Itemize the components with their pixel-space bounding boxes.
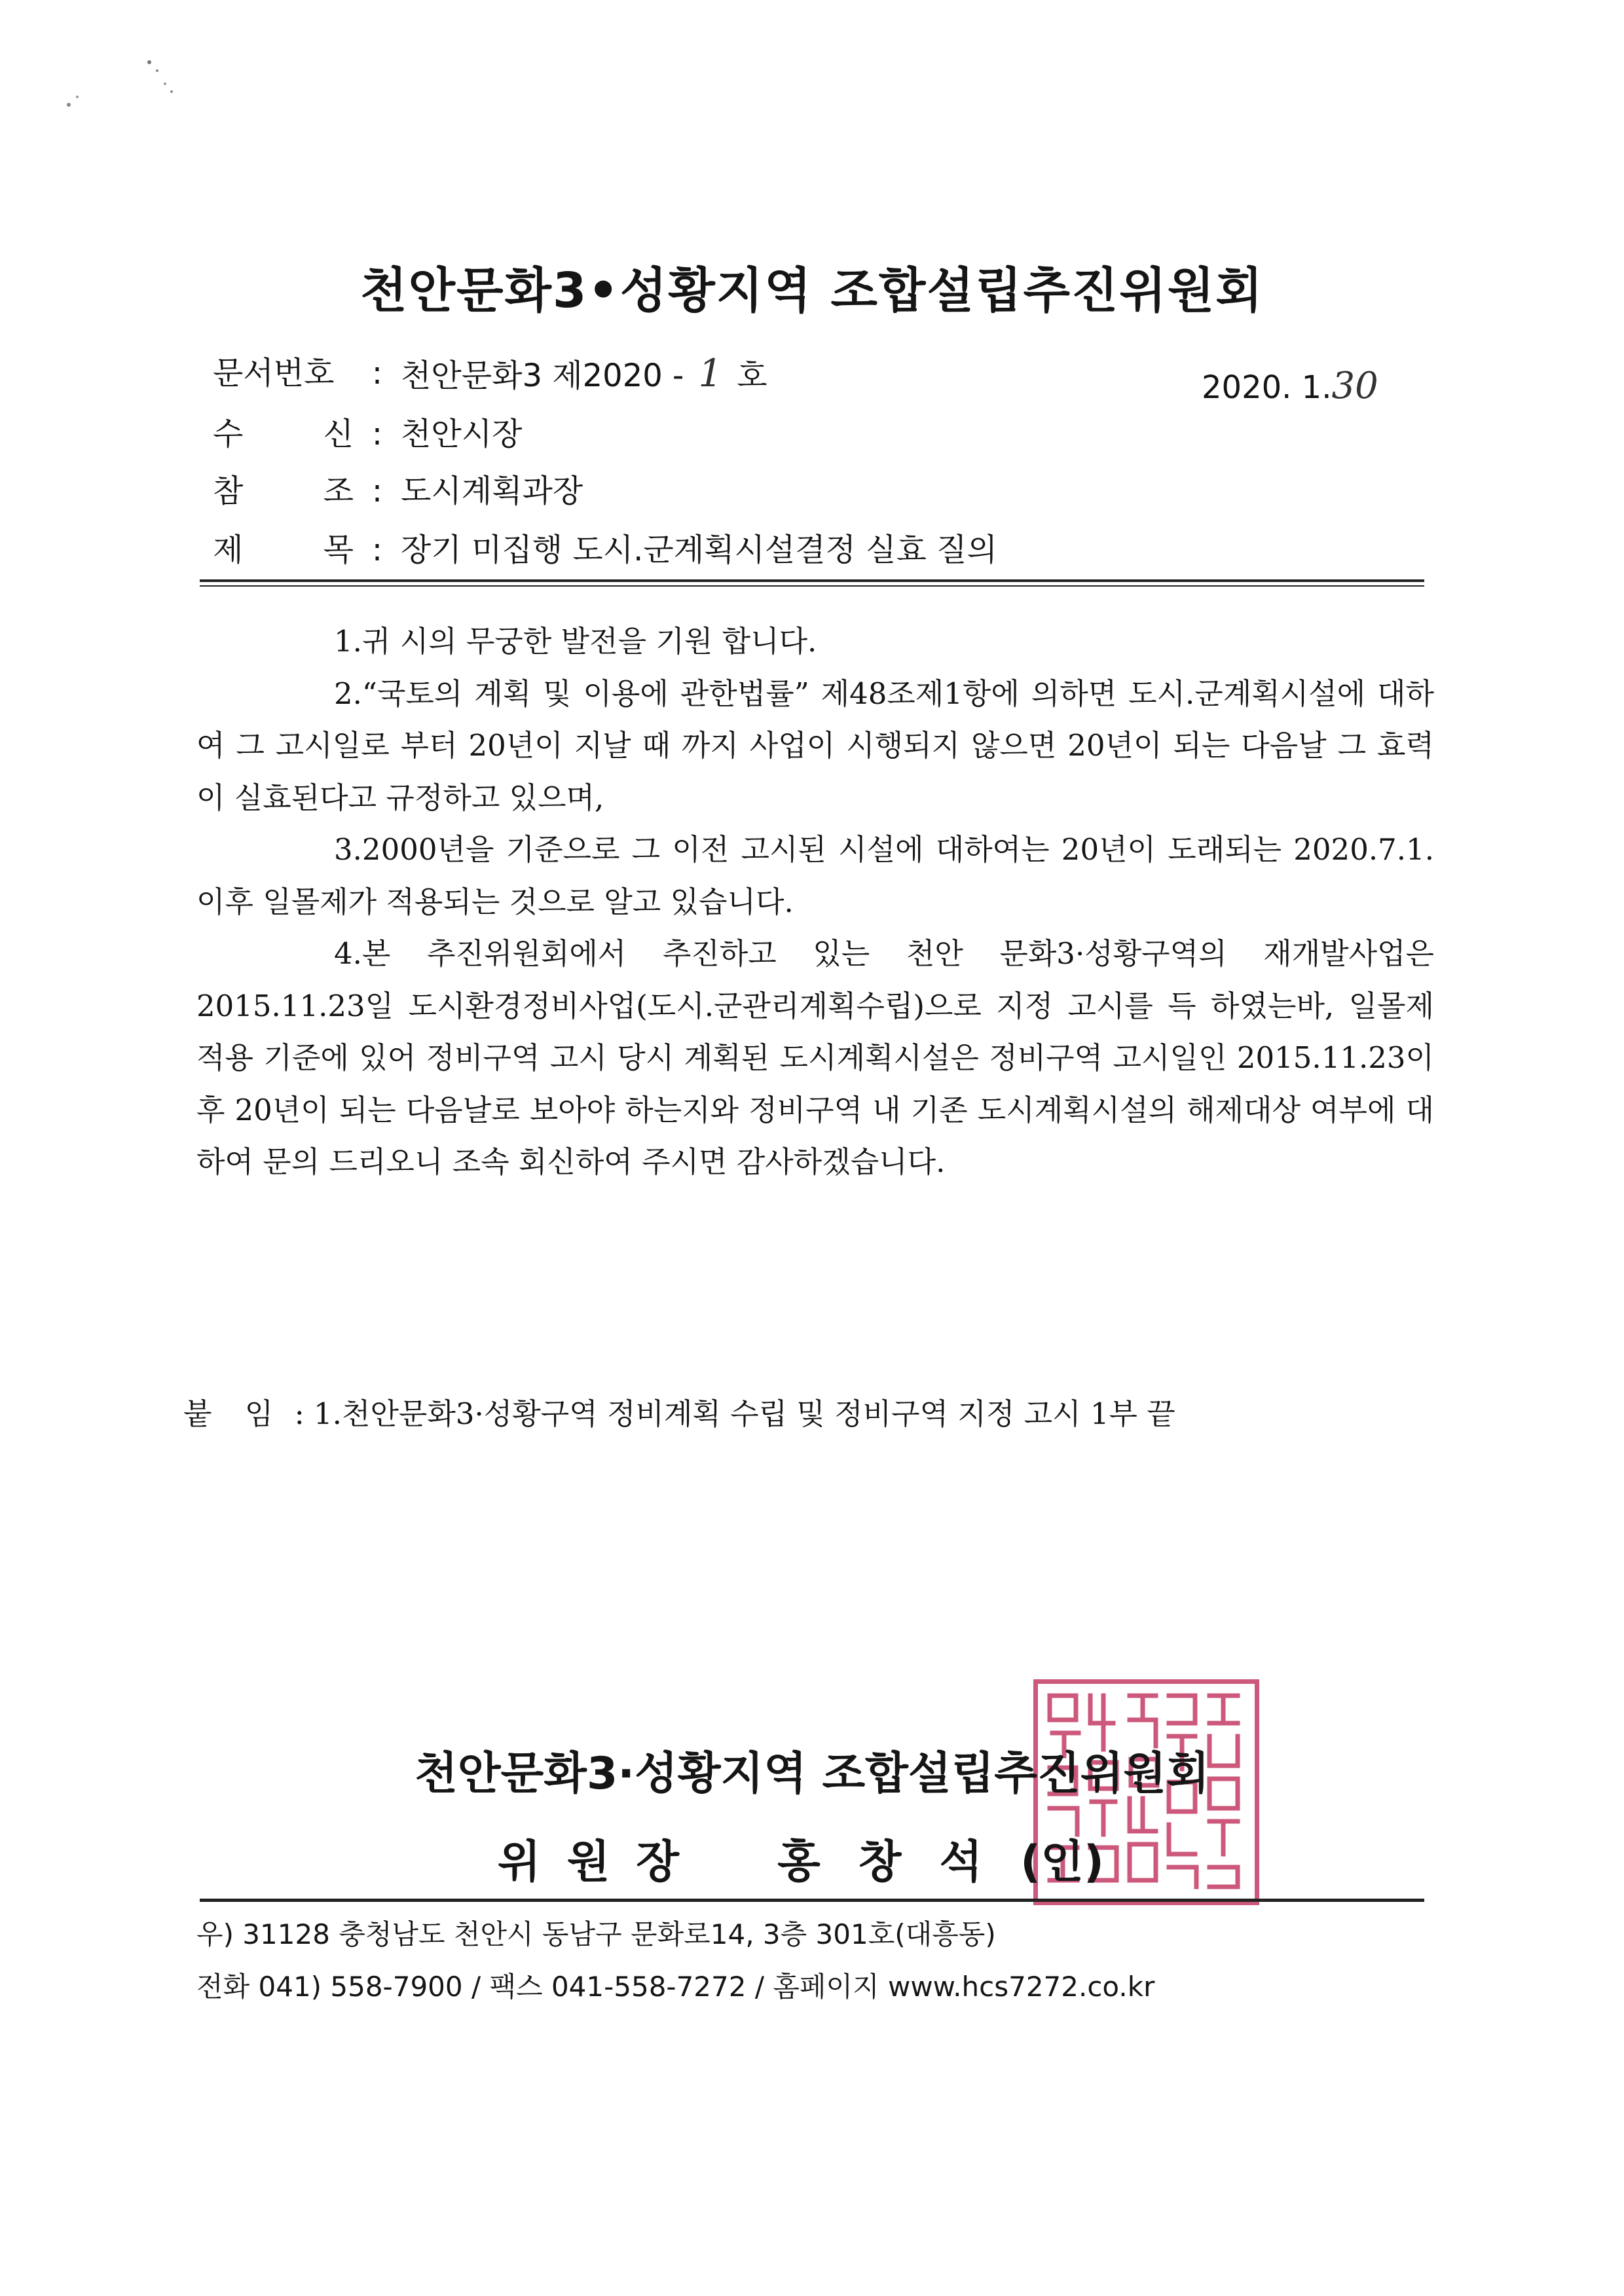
header-reference-row — [213, 468, 583, 514]
doc-number-prefix: 천안문화3 제2020 - — [401, 357, 684, 394]
seal-mark: (인) — [1020, 1836, 1105, 1888]
signature-title: 위원장 — [498, 1836, 706, 1888]
doc-number-value — [401, 350, 767, 399]
document-date — [1202, 363, 1378, 410]
organization-title: 천안문화3•성황지역 조합설립추진위원회 — [360, 263, 1264, 319]
footer-address: 우) 31128 충청남도 천안시 동남구 문화로14, 3층 301호(대흥동) — [196, 1918, 996, 1950]
header-doc-number-row — [213, 350, 767, 396]
body-paragraph-3: 3.2000년을 기준으로 그 이전 고시된 시설에 대하여는 20년이 도래되는 2020.7.1.이후 일몰제가 적용되는 것으로 알고 있습니다. — [196, 832, 1434, 919]
subject-colon: : — [371, 532, 383, 568]
recipient-label: 수 신 — [213, 416, 354, 452]
header-divider-thick — [200, 579, 1424, 582]
date-printed: 2020. 1. — [1202, 369, 1332, 406]
body-paragraph-4: 4.본 추진위원회에서 추진하고 있는 천안 문화3·성황구역의 재개발사업은 2015.11.23일 도시환경정비사업(도시.군관리계획수립)으로 지정 고시를 득 하였는바, 일몰제 적용 기준에 있어 정비구역 고시 당시 계획된 도시계획시설은 정비구역 고시일인 2015.11.23이후 20년이 되는 다음날로 보아야 하는지와 정비구역 내 기존 도시계획시설의 해제대상 여부에 대하여 문의 드리오니 조속 회신하여 주시면 감사하겠습니다. — [196, 936, 1434, 1179]
signature-name-line — [498, 1827, 1104, 1890]
body-paragraph-2: 2.“국토의 계획 및 이용에 관한법률” 제48조제1항에 의하면 도시.군계획시설에 대하여 그 고시일로 부터 20년이 지날 때 까지 사업이 시행되지 않으면 20년이 되는 다음날 그 효력이 실효된다고 규정하고 있으며, — [196, 676, 1434, 815]
recipient-value: 천안시장 — [401, 416, 523, 452]
footer-contact: 전화 041) 558-7900 / 팩스 041-558-7272 / 홈페이지 www.hcs7272.co.kr — [196, 1971, 1155, 2003]
subject-label: 제 목 — [213, 532, 354, 568]
subject-value: 장기 미집행 도시.군계획시설결정 실효 질의 — [401, 532, 997, 568]
attachment-colon: : — [294, 1396, 304, 1431]
doc-number-colon: : — [371, 355, 383, 392]
header-divider-thin — [200, 585, 1424, 587]
letter-body — [196, 615, 1434, 1188]
header-subject-row — [213, 527, 997, 573]
reference-value: 도시계획과장 — [401, 473, 583, 509]
body-paragraph-1: 1.귀 시의 무궁한 발전을 기원 합니다. — [334, 624, 817, 659]
attachment-line — [183, 1391, 1175, 1437]
doc-number-handwritten: 1 — [698, 351, 723, 395]
attachment-text: 1.천안문화3·성황구역 정비계획 수립 및 정비구역 지정 고시 1부 끝 — [314, 1396, 1175, 1431]
doc-number-label: 문서번호 — [213, 355, 335, 392]
recipient-colon: : — [371, 416, 383, 452]
footer-divider — [200, 1899, 1424, 1902]
header-recipient-row — [213, 411, 522, 457]
date-handwritten: 30 — [1331, 365, 1378, 407]
reference-colon: : — [371, 473, 383, 509]
signature-organization: 천안문화3·성황지역 조합설립추진위원회 — [415, 1748, 1209, 1800]
scan-specks-decoration — [0, 0, 196, 131]
reference-label: 참 조 — [213, 473, 354, 509]
attachment-label: 붙 임 — [183, 1396, 286, 1431]
signature-name: 홍창석 — [777, 1836, 1021, 1888]
doc-number-suffix: 호 — [737, 357, 767, 394]
